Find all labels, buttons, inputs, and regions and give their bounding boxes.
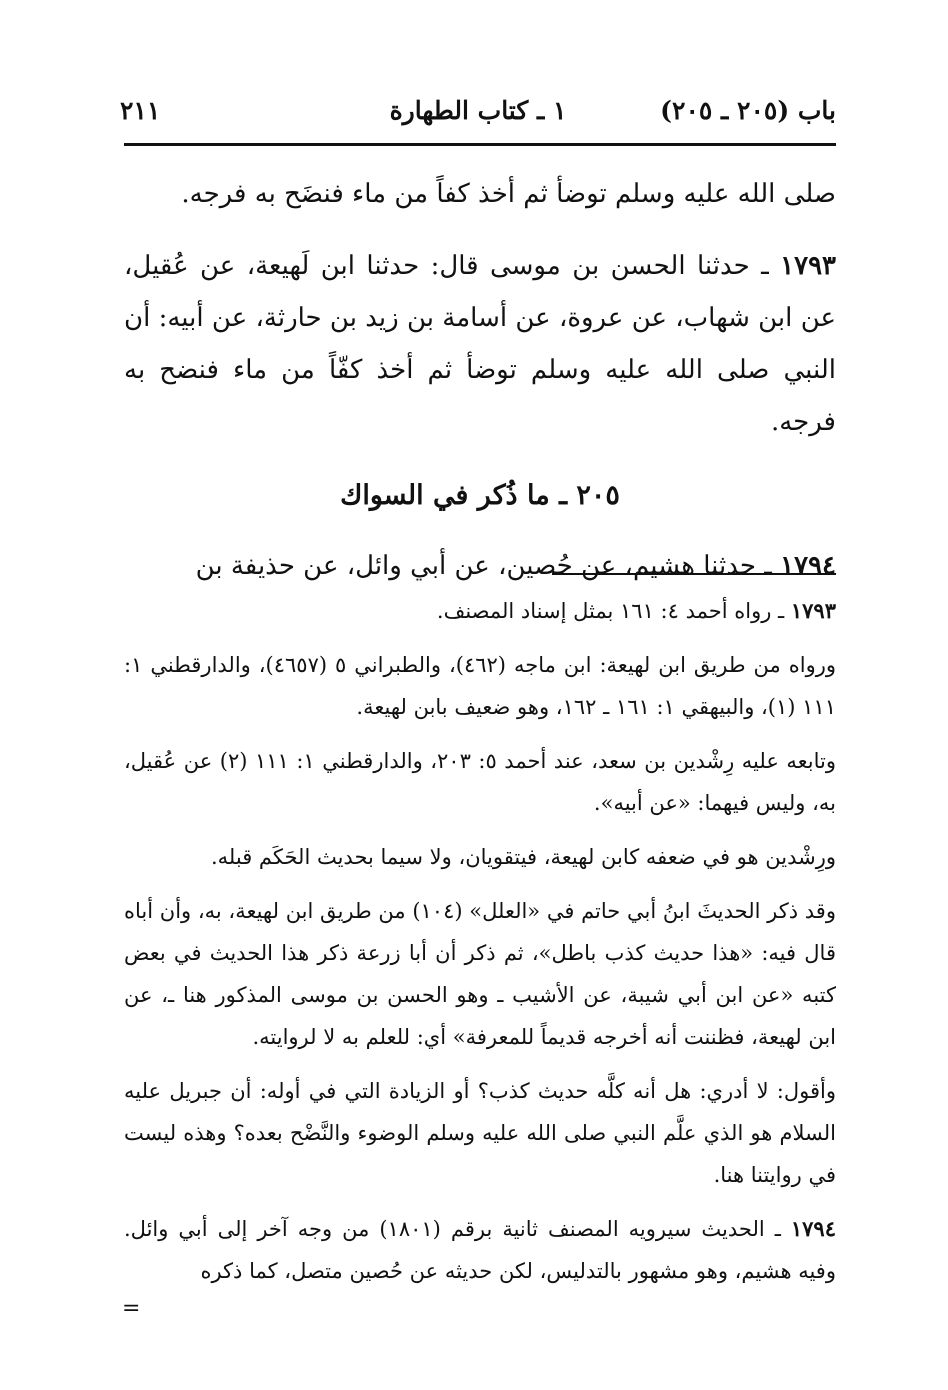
book-title: ١ ـ كتاب الطهارة — [389, 96, 567, 125]
continuation-mark: = — [122, 1296, 141, 1321]
footnote-divider — [552, 573, 836, 575]
page-number: ٢١١ — [120, 96, 161, 125]
footnote-paragraph: ورِشْدين هو في ضعفه كابن لهيعة، فيتقويان، ولا سيما بحديث الحَكَم قبله. — [210, 845, 836, 869]
hadith-1794 — [124, 540, 836, 592]
footnote-1793 — [124, 590, 836, 632]
footnote-1794 — [124, 1208, 836, 1292]
main-text — [124, 168, 836, 592]
footnote-text: ـ الحديث سيرويه المصنف ثانية برقم (١٨٠١) من وجه آخر إلى أبي وائل. وفيه هشيم، وهو مشهور بالتدليس، لكن حديثه عن حُصين متصل، كما ذكره — [124, 1217, 836, 1283]
hadith-text: ـ حدثنا الحسن بن موسى قال: حدثنا ابن لَهيعة، عن عُقيل، عن ابن شهاب، عن عروة، عن أسامة بن زيد بن حارثة، عن أبيه: أن النبي صلى الله عليه وسلم توضأ ثم أخذ كفّاً من ماء فنضح به فرجه. — [124, 251, 836, 437]
header-divider — [124, 143, 836, 146]
footnote-number: ١٧٩٤ — [790, 1216, 836, 1241]
hadith-number: ١٧٩٤ — [780, 551, 836, 581]
chapter-title: باب (٢٠٥ ـ ٢٠٥) — [660, 96, 836, 125]
footnote-paragraph: وتابعه عليه رِشْدين بن سعد، عند أحمد ٥: ٢٠٣، والدارقطني ١: ١١١ (٢) عن عُقيل، به، وليس فيهما: «عن أبيه». — [124, 749, 836, 815]
section-heading: ٢٠٥ ـ ما ذُكر في السواك — [340, 480, 620, 511]
page-header — [120, 96, 836, 136]
footnotes — [124, 590, 836, 1304]
hadith-1793 — [124, 240, 836, 448]
hadith-number: ١٧٩٣ — [780, 251, 836, 281]
paragraph-continuation: صلى الله عليه وسلم توضأ ثم أخذ كفاً من ماء فنضَح به فرجه. — [181, 179, 836, 209]
footnote-number: ١٧٩٣ — [790, 598, 836, 623]
footnote-paragraph: وقد ذكر الحديثَ ابنُ أبي حاتم في «العلل» (١٠٤) من طريق ابن لهيعة، به، وأن أباه قال فيه: «هذا حديث كذب باطل»، ثم ذكر أن أبا زرعة ذكر هذا الحديث في بعض كتبه «عن ابن أبي شيبة، عن الأشيب ـ وهو الحسن بن موسى المذكور هنا ـ، عن ابن لهيعة، فظننت أنه أخرجه قديماً للمعرفة» أي: للعلم به لا لروايته. — [124, 899, 836, 1049]
hadith-text: ـ حدثنا هشيم، عن حُصين، عن أبي وائل، عن حذيفة بن — [195, 551, 781, 581]
footnote-paragraph: وأقول: لا أدري: هل أنه كلَّه حديث كذب؟ أو الزيادة التي في أوله: أن جبريل عليه السلام هو الذي علَّم النبي صلى الله عليه وسلم الوضوء والنَّضْح بعده؟ وهذه ليست في روايتنا هنا. — [124, 1079, 836, 1187]
footnote-paragraph: ورواه من طريق ابن لهيعة: ابن ماجه (٤٦٢)، والطبراني ٥ (٤٦٥٧)، والدارقطني ١: ١١١ (١)، والبيهقي ١: ١٦١ ـ ١٦٢، وهو ضعيف بابن لهيعة. — [124, 653, 837, 719]
footnote-text: ـ رواه أحمد ٤: ١٦١ بمثل إسناد المصنف. — [436, 599, 791, 623]
